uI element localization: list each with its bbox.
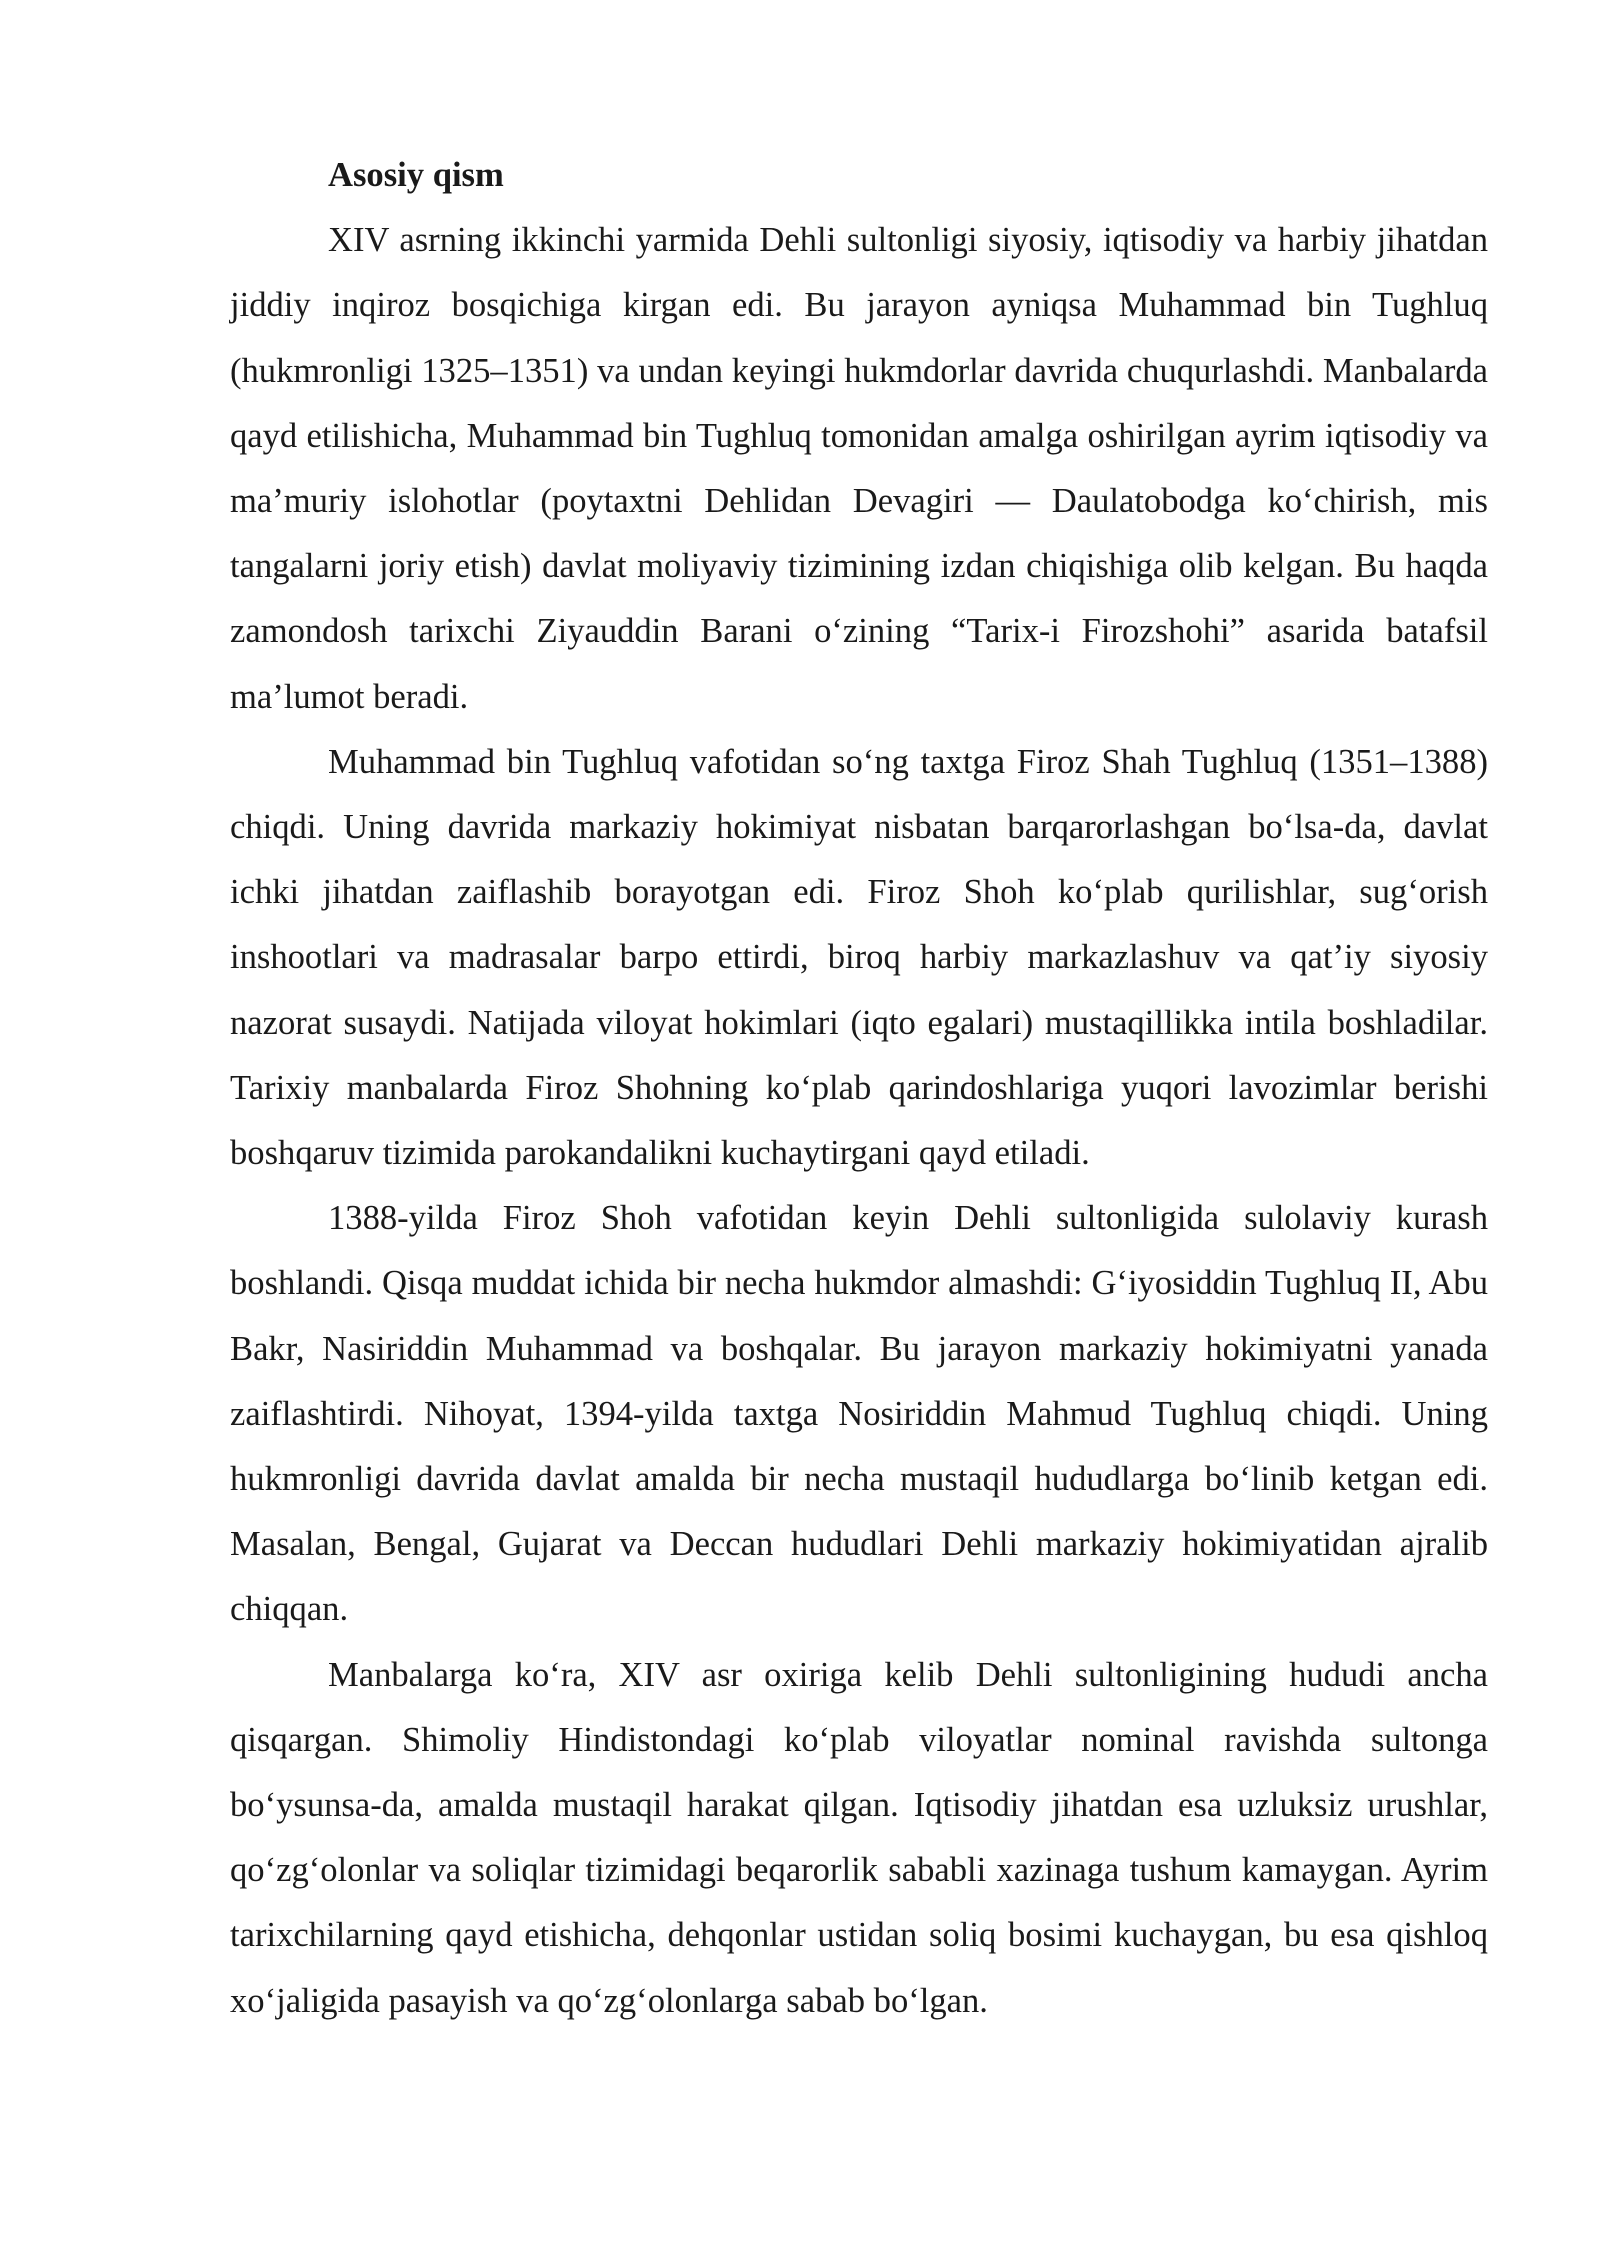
paragraph-3: 1388-yilda Firoz Shoh vafotidan keyin Dehli sultonligida sulolaviy kurash boshlandi. Qisqa muddat ichida bir necha hukmdor almashdi: G‘iyosiddin Tughluq II, Abu Bakr, Nasiriddin Muhammad va boshqalar. Bu jarayon markaziy hokimiyatni yanada zaiflashtirdi. Nihoyat, 1394-yilda taxtga Nosiriddin Mahmud Tughluq chiqdi. Uning hukmronligi davrida davlat amalda bir necha mustaqil hududlarga bo‘linib ketgan edi. Masalan, Bengal, Gujarat va Deccan hududlari Dehli markaziy hokimiyatidan ajralib chiqqan. <box>230 1199 1488 1629</box>
paragraph-2: Muhammad bin Tughluq vafotidan so‘ng taxtga Firoz Shah Tughluq (1351–1388) chiqdi. Uning davrida markaziy hokimiyat nisbatan barqarorlashgan bo‘lsa-da, davlat ichki jihatdan zaiflashib borayotgan edi. Firoz Shoh ko‘plab qurilishlar, sug‘orish inshootlari va madrasalar barpo ettirdi, biroq harbiy markazlashuv va qat’iy siyosiy nazorat susaydi. Natijada viloyat hokimlari (iqto egalari) mustaqillikka intila boshladilar. Tarixiy manbalarda Firoz Shohning ko‘plab qarindoshlariga yuqori lavozimlar berishi boshqaruv tizimida parokandalikni kuchaytirgani qayd etiladi. <box>230 742 1488 1173</box>
paragraph-1: XIV asrning ikkinchi yarmida Dehli sultonligi siyosiy, iqtisodiy va harbiy jihatdan jiddiy inqiroz bosqichiga kirgan edi. Bu jarayon ayniqsa Muhammad bin Tughluq (hukmronligi 1325–1351) va undan keyingi hukmdorlar davrida chuqurlashdi. Manbalarda qayd etilishicha, Muhammad bin Tughluq tomonidan amalga oshirilgan ayrim iqtisodiy va ma’muriy islohotlar (poytaxtni Dehlidan Devagiri — Daulatobodga ko‘chirish, mis tangalarni joriy etish) davlat moliyaviy tizimining izdan chiqishiga olib kelgan. Bu haqda zamondosh tarixchi Ziyauddin Barani o‘zining “Tarix-i Firozshohi” asarida batafsil ma’lumot beradi. <box>230 221 1488 716</box>
document-body <box>230 143 1488 2034</box>
paragraph-4: Manbalarga ko‘ra, XIV asr oxiriga kelib Dehli sultonligining hududi ancha qisqargan. Shimoliy Hindistondagi ko‘plab viloyatlar nominal ravishda sultonga bo‘ysunsa-da, amalda mustaqil harakat qilgan. Iqtisodiy jihatdan esa uzluksiz urushlar, qo‘zg‘olonlar va soliqlar tizimidagi beqarorlik sababli xazinaga tushum kamaygan. Ayrim tarixchilarning qayd etishicha, dehqonlar ustidan soliq bosimi kuchaygan, bu esa qishloq xo‘jaligida pasayish va qo‘zg‘olonlarga sabab bo‘lgan. <box>230 1655 1488 2020</box>
section-heading: Asosiy qism <box>328 156 504 194</box>
